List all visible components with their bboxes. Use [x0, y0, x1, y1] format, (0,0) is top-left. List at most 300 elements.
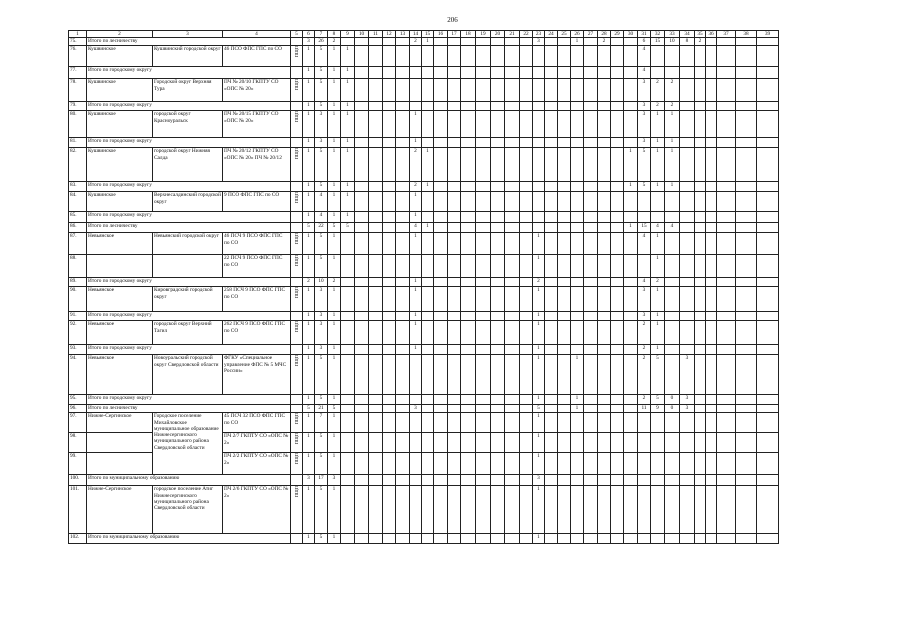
cell-25 [558, 287, 571, 312]
cell-23 [533, 182, 545, 192]
cell-17 [448, 212, 461, 223]
cell-35 [695, 413, 706, 433]
cell-16 [434, 255, 448, 278]
cell-17 [448, 233, 461, 255]
cell-6: 1 [303, 46, 315, 67]
cell-8: 5 [328, 405, 341, 413]
cell-16 [434, 182, 448, 192]
cell-39 [757, 148, 779, 182]
cell-19 [476, 534, 491, 544]
column-header: 35 [695, 31, 706, 38]
cell-39 [757, 405, 779, 413]
cell-22 [520, 475, 533, 486]
cell-12 [383, 405, 396, 413]
cell-23 [533, 223, 545, 233]
cell-35: 2 [695, 38, 706, 46]
cell-27 [584, 287, 598, 312]
cell-19 [476, 111, 491, 138]
cell-16 [434, 192, 448, 212]
total-label: Итого по муниципальному образованию [87, 475, 291, 486]
cell-32: 15 [651, 38, 665, 46]
cell-19 [476, 38, 491, 46]
row-number: 100. [69, 475, 87, 486]
vehicle-type-label: ПЩП [294, 287, 299, 299]
cell-19 [476, 278, 491, 287]
cell-39 [757, 345, 779, 355]
unit-cell: 22 ПСЧ 9 ПСО ФПС ГПС по СО [223, 255, 291, 278]
cell-16 [434, 475, 448, 486]
cell-14 [410, 355, 422, 395]
cell-21 [505, 433, 520, 453]
cell-13 [396, 287, 410, 312]
unit-cell: ПЧ 2/2 ГКПТУ СО «ОПС № 2» [223, 453, 291, 475]
cell-25 [558, 233, 571, 255]
cell-24 [545, 233, 558, 255]
cell-11 [369, 223, 383, 233]
cell-8: 5 [328, 223, 341, 233]
cell-33 [665, 287, 680, 312]
cell-19 [476, 148, 491, 182]
cell-39 [757, 233, 779, 255]
cell-21 [505, 453, 520, 475]
cell-22 [520, 192, 533, 212]
cell-28 [598, 233, 611, 255]
cell-7: 10 [315, 278, 328, 287]
cell-6: 1 [303, 138, 315, 148]
cell-35 [695, 111, 706, 138]
cell-8: 1 [328, 287, 341, 312]
table-row [69, 287, 779, 312]
cell-6: 1 [303, 192, 315, 212]
cell-38 [736, 46, 757, 67]
cell-18 [461, 46, 476, 67]
cell-5 [291, 223, 303, 233]
cell-15 [422, 433, 434, 453]
row-number: 101. [69, 486, 87, 534]
row-number: 99. [69, 453, 87, 475]
cell-35 [695, 355, 706, 395]
cell-11 [369, 345, 383, 355]
cell-18 [461, 111, 476, 138]
cell-5 [291, 182, 303, 192]
row-number: 102. [69, 534, 87, 544]
cell-17 [448, 148, 461, 182]
cell-38 [736, 453, 757, 475]
cell-31 [638, 475, 651, 486]
cell-23 [533, 102, 545, 111]
cell-31: 2 [638, 321, 651, 345]
cell-25 [558, 223, 571, 233]
cell-13 [396, 278, 410, 287]
cell-19 [476, 486, 491, 534]
forestry-cell [87, 453, 153, 475]
cell-25 [558, 312, 571, 321]
total-row [69, 102, 779, 111]
column-header: 33 [665, 31, 680, 38]
cell-8: 1 [328, 355, 341, 395]
cell-25 [558, 534, 571, 544]
cell-35 [695, 475, 706, 486]
cell-29 [611, 192, 624, 212]
cell-39 [757, 475, 779, 486]
cell-29 [611, 79, 624, 102]
cell-20 [491, 79, 505, 102]
cell-26 [571, 345, 584, 355]
cell-5 [291, 321, 303, 345]
cell-33 [665, 67, 680, 79]
cell-34 [680, 46, 695, 67]
row-number: 82. [69, 148, 87, 182]
vehicle-type-label: ПЩП [294, 433, 299, 445]
cell-33: 4 [665, 223, 680, 233]
cell-9 [341, 278, 355, 287]
cell-27 [584, 192, 598, 212]
forestry-cell: Кушвинское [87, 192, 153, 212]
cell-11 [369, 405, 383, 413]
cell-29 [611, 38, 624, 46]
cell-13 [396, 486, 410, 534]
cell-34 [680, 413, 695, 433]
cell-28 [598, 192, 611, 212]
cell-10 [355, 192, 369, 212]
total-row [69, 534, 779, 544]
cell-8: 2 [328, 38, 341, 46]
cell-5 [291, 278, 303, 287]
cell-37 [717, 255, 736, 278]
cell-27 [584, 278, 598, 287]
cell-18 [461, 453, 476, 475]
cell-15 [422, 233, 434, 255]
cell-14 [410, 486, 422, 534]
total-row [69, 312, 779, 321]
cell-24 [545, 46, 558, 67]
cell-25 [558, 148, 571, 182]
cell-18 [461, 433, 476, 453]
total-row [69, 345, 779, 355]
cell-38 [736, 102, 757, 111]
cell-23 [533, 46, 545, 67]
column-header: 3 [153, 31, 223, 38]
cell-35 [695, 138, 706, 148]
cell-34 [680, 148, 695, 182]
column-header: 21 [505, 31, 520, 38]
cell-18 [461, 345, 476, 355]
cell-22 [520, 255, 533, 278]
cell-22 [520, 413, 533, 433]
cell-33 [665, 278, 680, 287]
column-header: 8 [328, 31, 341, 38]
cell-39 [757, 223, 779, 233]
cell-27 [584, 148, 598, 182]
cell-15: 1 [422, 148, 434, 182]
cell-8: 1 [328, 102, 341, 111]
cell-10 [355, 345, 369, 355]
cell-6: 1 [303, 111, 315, 138]
cell-36 [706, 486, 717, 534]
cell-7: 5 [315, 355, 328, 395]
cell-28 [598, 212, 611, 223]
column-header: 30 [624, 31, 638, 38]
cell-16 [434, 413, 448, 433]
cell-19 [476, 212, 491, 223]
cell-36 [706, 405, 717, 413]
cell-32: 5 [651, 395, 665, 405]
total-label: Итого по городскому округу [87, 345, 291, 355]
cell-18 [461, 138, 476, 148]
total-label: Итого по городскому округу [87, 67, 291, 79]
cell-34 [680, 278, 695, 287]
cell-29 [611, 475, 624, 486]
cell-5 [291, 534, 303, 544]
cell-35 [695, 405, 706, 413]
cell-37 [717, 405, 736, 413]
cell-18 [461, 278, 476, 287]
cell-30 [624, 413, 638, 433]
cell-24 [545, 453, 558, 475]
cell-23: 1 [533, 395, 545, 405]
cell-10 [355, 138, 369, 148]
cell-15 [422, 345, 434, 355]
cell-32 [651, 453, 665, 475]
row-number: 92. [69, 321, 87, 345]
cell-13 [396, 212, 410, 223]
cell-38 [736, 79, 757, 102]
cell-13 [396, 453, 410, 475]
cell-28 [598, 413, 611, 433]
row-number: 87. [69, 233, 87, 255]
cell-31: 4 [638, 233, 651, 255]
cell-29 [611, 345, 624, 355]
cell-24 [545, 312, 558, 321]
cell-38 [736, 212, 757, 223]
cell-13 [396, 148, 410, 182]
cell-21 [505, 148, 520, 182]
cell-26 [571, 278, 584, 287]
cell-16 [434, 233, 448, 255]
cell-39 [757, 38, 779, 46]
cell-30: 1 [624, 182, 638, 192]
column-header: 11 [369, 31, 383, 38]
cell-30 [624, 46, 638, 67]
cell-17 [448, 67, 461, 79]
cell-26 [571, 255, 584, 278]
cell-37 [717, 433, 736, 453]
cell-36 [706, 453, 717, 475]
cell-10 [355, 223, 369, 233]
cell-11 [369, 287, 383, 312]
cell-23: 1 [533, 233, 545, 255]
row-number: 90. [69, 287, 87, 312]
cell-22 [520, 453, 533, 475]
cell-20 [491, 46, 505, 67]
cell-17 [448, 46, 461, 67]
cell-26 [571, 182, 584, 192]
district-cell: городской округ Верхний Тагил [153, 321, 223, 345]
cell-14 [410, 534, 422, 544]
column-header: 1 [69, 31, 87, 38]
cell-5 [291, 46, 303, 67]
table-row [69, 192, 779, 212]
cell-35 [695, 312, 706, 321]
cell-31 [638, 192, 651, 212]
cell-33 [665, 355, 680, 395]
cell-15 [422, 355, 434, 395]
cell-20 [491, 182, 505, 192]
column-header: 17 [448, 31, 461, 38]
cell-36 [706, 46, 717, 67]
cell-37 [717, 102, 736, 111]
cell-34: 3 [680, 405, 695, 413]
cell-13 [396, 192, 410, 212]
cell-34 [680, 287, 695, 312]
cell-34 [680, 67, 695, 79]
cell-6: 1 [303, 486, 315, 534]
column-header: 39 [757, 31, 779, 38]
cell-22 [520, 405, 533, 413]
cell-26: 1 [571, 395, 584, 405]
cell-9: 1 [341, 111, 355, 138]
total-label: Итого по городскому округу [87, 312, 291, 321]
cell-9 [341, 287, 355, 312]
cell-35 [695, 79, 706, 102]
vehicle-type-label: ПЩП [294, 148, 299, 160]
cell-24 [545, 355, 558, 395]
cell-27 [584, 453, 598, 475]
forestry-cell: Кушвинское [87, 46, 153, 67]
column-header: 36 [706, 31, 717, 38]
cell-35 [695, 223, 706, 233]
cell-27 [584, 102, 598, 111]
cell-19 [476, 79, 491, 102]
cell-13 [396, 321, 410, 345]
cell-26 [571, 475, 584, 486]
cell-17 [448, 138, 461, 148]
cell-21 [505, 255, 520, 278]
cell-14: 2 [410, 148, 422, 182]
cell-26 [571, 192, 584, 212]
cell-17 [448, 182, 461, 192]
cell-31: 3 [638, 287, 651, 312]
total-row [69, 223, 779, 233]
cell-25 [558, 79, 571, 102]
cell-21 [505, 138, 520, 148]
cell-9: 1 [341, 138, 355, 148]
cell-29 [611, 182, 624, 192]
cell-9 [341, 255, 355, 278]
district-cell [153, 255, 223, 278]
cell-13 [396, 102, 410, 111]
cell-13 [396, 38, 410, 46]
cell-8: 1 [328, 212, 341, 223]
cell-16 [434, 138, 448, 148]
cell-15 [422, 486, 434, 534]
total-label: Итого по городскому округу [87, 102, 291, 111]
cell-38 [736, 233, 757, 255]
row-number: 80. [69, 111, 87, 138]
cell-18 [461, 475, 476, 486]
district-cell: Верхнесалдинский городской округ [153, 192, 223, 212]
cell-36 [706, 345, 717, 355]
cell-9: 1 [341, 212, 355, 223]
cell-33 [665, 212, 680, 223]
cell-5 [291, 405, 303, 413]
cell-27 [584, 345, 598, 355]
cell-14: 2 [410, 182, 422, 192]
cell-6: 1 [303, 433, 315, 453]
cell-10 [355, 355, 369, 395]
cell-14: 1 [410, 233, 422, 255]
cell-30 [624, 453, 638, 475]
cell-16 [434, 111, 448, 138]
cell-12 [383, 345, 396, 355]
column-header: 13 [396, 31, 410, 38]
cell-39 [757, 453, 779, 475]
column-header: 25 [558, 31, 571, 38]
cell-30 [624, 486, 638, 534]
cell-37 [717, 312, 736, 321]
cell-38 [736, 321, 757, 345]
cell-38 [736, 486, 757, 534]
table-row [69, 233, 779, 255]
cell-10 [355, 486, 369, 534]
cell-29 [611, 486, 624, 534]
forestry-cell: Невьянское [87, 233, 153, 255]
cell-26 [571, 79, 584, 102]
cell-33: 0 [665, 395, 680, 405]
cell-35 [695, 453, 706, 475]
cell-10 [355, 278, 369, 287]
cell-18 [461, 223, 476, 233]
cell-5 [291, 148, 303, 182]
cell-28 [598, 67, 611, 79]
district-cell: городское поселение Атиг Нижнесергинского муниципального района Свердловской области [153, 486, 223, 534]
cell-29 [611, 395, 624, 405]
cell-9: 1 [341, 46, 355, 67]
cell-11 [369, 212, 383, 223]
cell-36 [706, 433, 717, 453]
column-header: 5 [291, 31, 303, 38]
vehicle-type-label: ПЩП [294, 79, 299, 91]
cell-5 [291, 486, 303, 534]
cell-29 [611, 46, 624, 67]
cell-27 [584, 212, 598, 223]
cell-38 [736, 287, 757, 312]
cell-34 [680, 192, 695, 212]
cell-19 [476, 475, 491, 486]
cell-24 [545, 287, 558, 312]
cell-9: 1 [341, 192, 355, 212]
cell-21 [505, 192, 520, 212]
cell-12 [383, 111, 396, 138]
cell-15 [422, 278, 434, 287]
cell-30 [624, 79, 638, 102]
cell-6: 1 [303, 345, 315, 355]
cell-39 [757, 433, 779, 453]
cell-32 [651, 534, 665, 544]
cell-30 [624, 138, 638, 148]
cell-27 [584, 111, 598, 138]
cell-29 [611, 405, 624, 413]
cell-12 [383, 278, 396, 287]
cell-22 [520, 278, 533, 287]
cell-25 [558, 278, 571, 287]
cell-29 [611, 433, 624, 453]
cell-19 [476, 312, 491, 321]
cell-15 [422, 475, 434, 486]
cell-11 [369, 433, 383, 453]
cell-20 [491, 212, 505, 223]
cell-22 [520, 111, 533, 138]
